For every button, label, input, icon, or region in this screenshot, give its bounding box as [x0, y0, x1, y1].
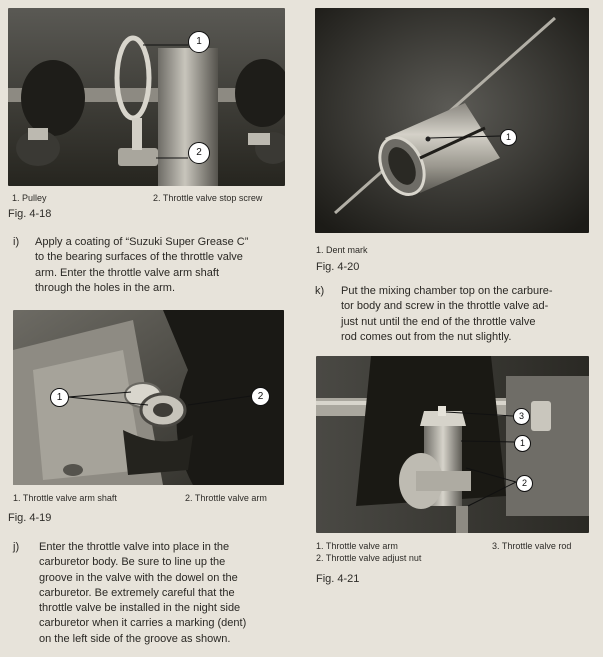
fig-4-19-label: Fig. 4-19	[8, 512, 52, 524]
callout-2: 2	[188, 142, 210, 164]
fig-4-21-caption-3: 3. Throttle valve rod	[492, 541, 572, 551]
callout-1: 1	[50, 388, 69, 407]
fig-4-21-caption-2: 2. Throttle valve adjust nut	[316, 553, 422, 563]
step-i	[13, 235, 288, 297]
fig-4-19-caption-1: 1. Throttle valve arm shaft	[13, 493, 117, 503]
fig-4-20-photo	[315, 8, 589, 233]
callout-1: 1	[514, 435, 531, 452]
text-line: carburetor body. Be sure to line up the	[39, 556, 226, 569]
text-line: to the bearing surfaces of the throttle valve	[35, 251, 243, 264]
text-line: tor body and screw in the throttle valve ad-	[341, 300, 549, 313]
text-line: carburetor when it carries a marking (dent)	[39, 617, 247, 630]
text-line: Enter the throttle valve into place in the	[39, 541, 230, 553]
fig-4-18-caption-1: 1. Pulley	[12, 193, 47, 203]
fig-4-21-label: Fig. 4-21	[316, 573, 360, 585]
callout-2: 2	[251, 387, 270, 406]
step-text	[341, 284, 553, 345]
fig-4-20-caption-1: 1. Dent mark	[316, 245, 368, 255]
step-text	[39, 540, 246, 647]
fig-4-18-caption-2: 2. Throttle valve stop screw	[153, 193, 263, 203]
text-line: through the holes in the arm.	[35, 281, 176, 294]
text-line: just nut until the end of the throttle valve	[341, 315, 536, 328]
text-line: on the left side of the groove as shown.	[39, 632, 231, 645]
text-line: throttle valve be installed in the night side	[39, 602, 241, 615]
text-line: arm. Enter the throttle valve arm shaft	[35, 266, 220, 279]
callout-1: 1	[188, 31, 210, 53]
step-marker: k)	[315, 285, 325, 297]
step-k	[315, 284, 595, 346]
step-j	[13, 540, 293, 650]
step-marker: j)	[13, 541, 20, 553]
fig-4-18-photo	[8, 8, 285, 186]
fig-4-19-photo	[13, 310, 284, 485]
text-line: rod comes out from the nut slightly.	[341, 330, 512, 343]
callout-3: 3	[513, 408, 530, 425]
text-line: carburetor. Be extremely careful that the	[39, 586, 235, 599]
step-text	[35, 235, 248, 296]
text-line: Apply a coating of “Suzuki Super Grease C”	[35, 236, 249, 248]
fig-4-20-label: Fig. 4-20	[316, 261, 360, 273]
fig-4-19-caption-2: 2. Throttle valve arm	[185, 493, 267, 503]
fig-4-21-caption-1: 1. Throttle valve arm	[316, 541, 398, 551]
callout-1: 1	[500, 129, 517, 146]
callout-2: 2	[516, 475, 533, 492]
text-line: Put the mixing chamber top on the carbure-	[341, 285, 553, 297]
step-marker: i)	[13, 236, 20, 248]
fig-4-18-label: Fig. 4-18	[8, 208, 52, 220]
fig-4-21-photo	[316, 356, 589, 533]
text-line: groove in the valve with the dowel on the	[39, 571, 238, 584]
